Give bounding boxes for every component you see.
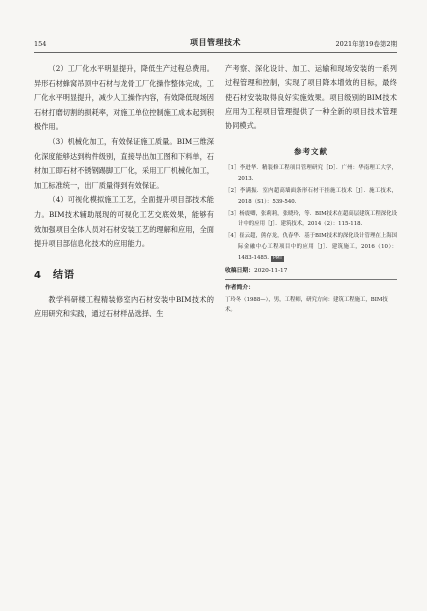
body-paragraph: （4）可视化模拟施工工艺，全面提升项目部技术能力。BIM技术辅助展现的可视化工艺交底效果，能够有效加强项目全体人员对石材安装工艺的理解和应用，全面提升项目部信息化技术的应用能力。 <box>34 195 214 249</box>
body-paragraph: （3）机械化加工，有效保证施工质量。BIM三维深化深度能够达到构件级别，直接导出加工图和下料单，石材加工即石材不锈钢踢脚工厂化，采用工厂机械化加工，加工标准统一，出厂质量得到有效保证。 <box>34 136 214 190</box>
references-title: 参考文献 <box>294 147 328 157</box>
reference-item <box>225 231 397 263</box>
section-heading-conclusion: 4 结语 <box>34 269 75 281</box>
running-header <box>34 38 397 53</box>
author-intro-title: 作者简介： <box>225 284 254 291</box>
received-label: 收稿日期： <box>225 267 254 274</box>
body-paragraph: （2）工厂化水平明显提升，降低生产过程总费用。异形石材蜂窝吊顶中石材与龙骨工厂化操作整体完成，工厂化水平明显提升，减少人工操作内容，有效降低现场因石材打磨切割的损耗率，对施工单位控制施工成本起到积极作用。 <box>34 64 214 132</box>
reference-list <box>225 163 397 263</box>
reference-item: ［2］李满振．室内超高墙面条形石材干挂施工技术［J］．施工技术，2018（S1）：539-540. <box>225 188 397 205</box>
received-date <box>225 267 397 280</box>
pmt-badge: PMT <box>272 255 283 261</box>
page-number: 154 <box>34 40 47 48</box>
reference-item: ［3］杨震卿，张莉莉，张晓玲，等．BIM技术在超高层建筑工程深化设计中的应用［J］．建筑技术，2014（2）：115-118. <box>225 210 397 228</box>
reference-text: ［4］崔云超，熊存龙，仇春华．基于BIM技术的深化设计管理在上海国际金融中心工程项目中的应用［J］．建筑施工，2016（10）：1483-1485. <box>225 233 397 261</box>
left-column <box>34 62 214 322</box>
author-intro: 丁玲冬（1988—），男，工程师，研究方向：建筑工程施工，BIM技术。 <box>225 296 388 313</box>
conclusion-paragraph: 教学科研楼工程精装修室内石材安装中BIM技术的应用研究和实践，通过石材样品选择、生 <box>34 294 214 319</box>
issue-info: 2021年第19卷第2期 <box>335 40 397 48</box>
reference-item: ［1］李进华．精装修工程项目管理研究［D］．广州：华南理工大学，2013. <box>225 165 397 183</box>
received-date-value: 2020-11-17 <box>254 267 288 274</box>
conclusion-paragraph-continued: 产考察、深化设计、加工、运输和现场安装的一系列过程管理和控制，实现了项目降本增效的目标，最终使石材安装取得良好实施效果。项目级别的BIM技术应用为工程项目管理提供了一种全新的项目技术管理协同模式。 <box>225 64 397 131</box>
journal-title: 项目管理技术 <box>190 38 241 47</box>
right-column <box>225 62 397 315</box>
